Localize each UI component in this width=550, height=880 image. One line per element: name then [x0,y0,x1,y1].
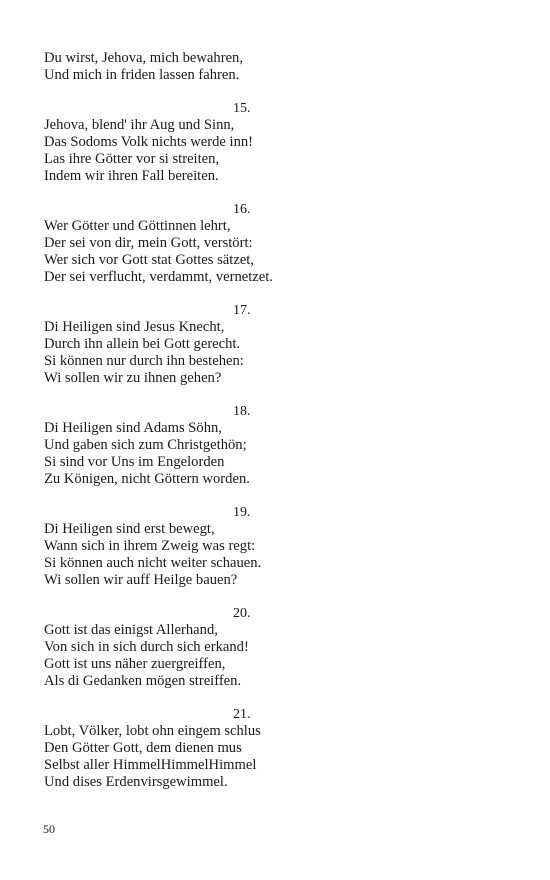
poem-line: Selbst aller HimmelHimmelHimmel [44,757,257,773]
poem-line: Von sich in sich durch sich erkand! [44,639,249,655]
stanza-number: 21. [233,707,251,722]
poem-line: Di Heiligen sind Adams Söhn, [44,420,222,436]
stanza-20 [44,605,464,690]
poem-line: Der sei verflucht, verdammt, vernetzet. [44,269,273,285]
poem-line: Wi sollen wir zu ihnen gehen? [44,370,222,386]
poem-line: Wann sich in ihrem Zweig was regt: [44,538,256,554]
poem-line: Si können nur durch ihn bestehen: [44,353,244,369]
poem-line: Durch ihn allein bei Gott gerecht. [44,336,241,352]
poem-line: Das Sodoms Volk nichts werde inn! [44,134,254,150]
stanza-21 [44,706,464,791]
poem-line: Gott ist uns näher zuergreiffen, [44,656,226,672]
stanza-number: 17. [233,303,251,318]
stanza-18 [44,403,464,488]
poem-line: Und mich in friden lassen fahren. [44,67,240,83]
poem-line: Lobt, Völker, lobt ohn eingem schlus [44,723,261,739]
stanza-number: 15. [233,101,251,116]
stanza-17 [44,302,464,387]
poem-line: Las ihre Götter vor si streiten, [44,151,220,167]
poem-body [44,50,464,791]
poem-line: Und gaben sich zum Christgethön; [44,437,247,453]
poem-line: Wer Götter und Göttinnen lehrt, [44,218,231,234]
page-number: 50 [43,822,55,836]
stanza-19 [44,504,464,589]
poem-line: Und dises Erdenvirsgewimmel. [44,774,228,790]
poem-line: Indem wir ihren Fall bereiten. [44,168,219,184]
stanza-16 [44,201,464,286]
poem-line: Als di Gedanken mögen streiffen. [44,673,242,689]
poem-line: Jehova, blend' ihr Aug und Sinn, [44,117,235,133]
poem-line: Gott ist das einigst Allerhand, [44,622,218,638]
poem-line: Der sei von dir, mein Gott, verstört: [44,235,253,251]
poem-line: Di Heiligen sind erst bewegt, [44,521,215,537]
stanza-number: 19. [233,505,251,520]
stanza-15 [44,100,464,185]
stanza-number: 20. [233,606,251,621]
poem-line: Si sind vor Uns im Engelorden [44,454,225,470]
stanza-number: 16. [233,202,251,217]
stanza-number: 18. [233,404,251,419]
poem-line: Si können auch nicht weiter schauen. [44,555,262,571]
intro-stanza [44,50,464,84]
poem-line: Di Heiligen sind Jesus Knecht, [44,319,225,335]
poem-line: Du wirst, Jehova, mich bewahren, [44,50,243,66]
poem-line: Wer sich vor Gott stat Gottes sätzet, [44,252,254,268]
poem-line: Zu Königen, nicht Göttern worden. [44,471,250,487]
poem-line: Den Götter Gott, dem dienen mus [44,740,242,756]
poem-line: Wi sollen wir auff Heilge bauen? [44,572,238,588]
